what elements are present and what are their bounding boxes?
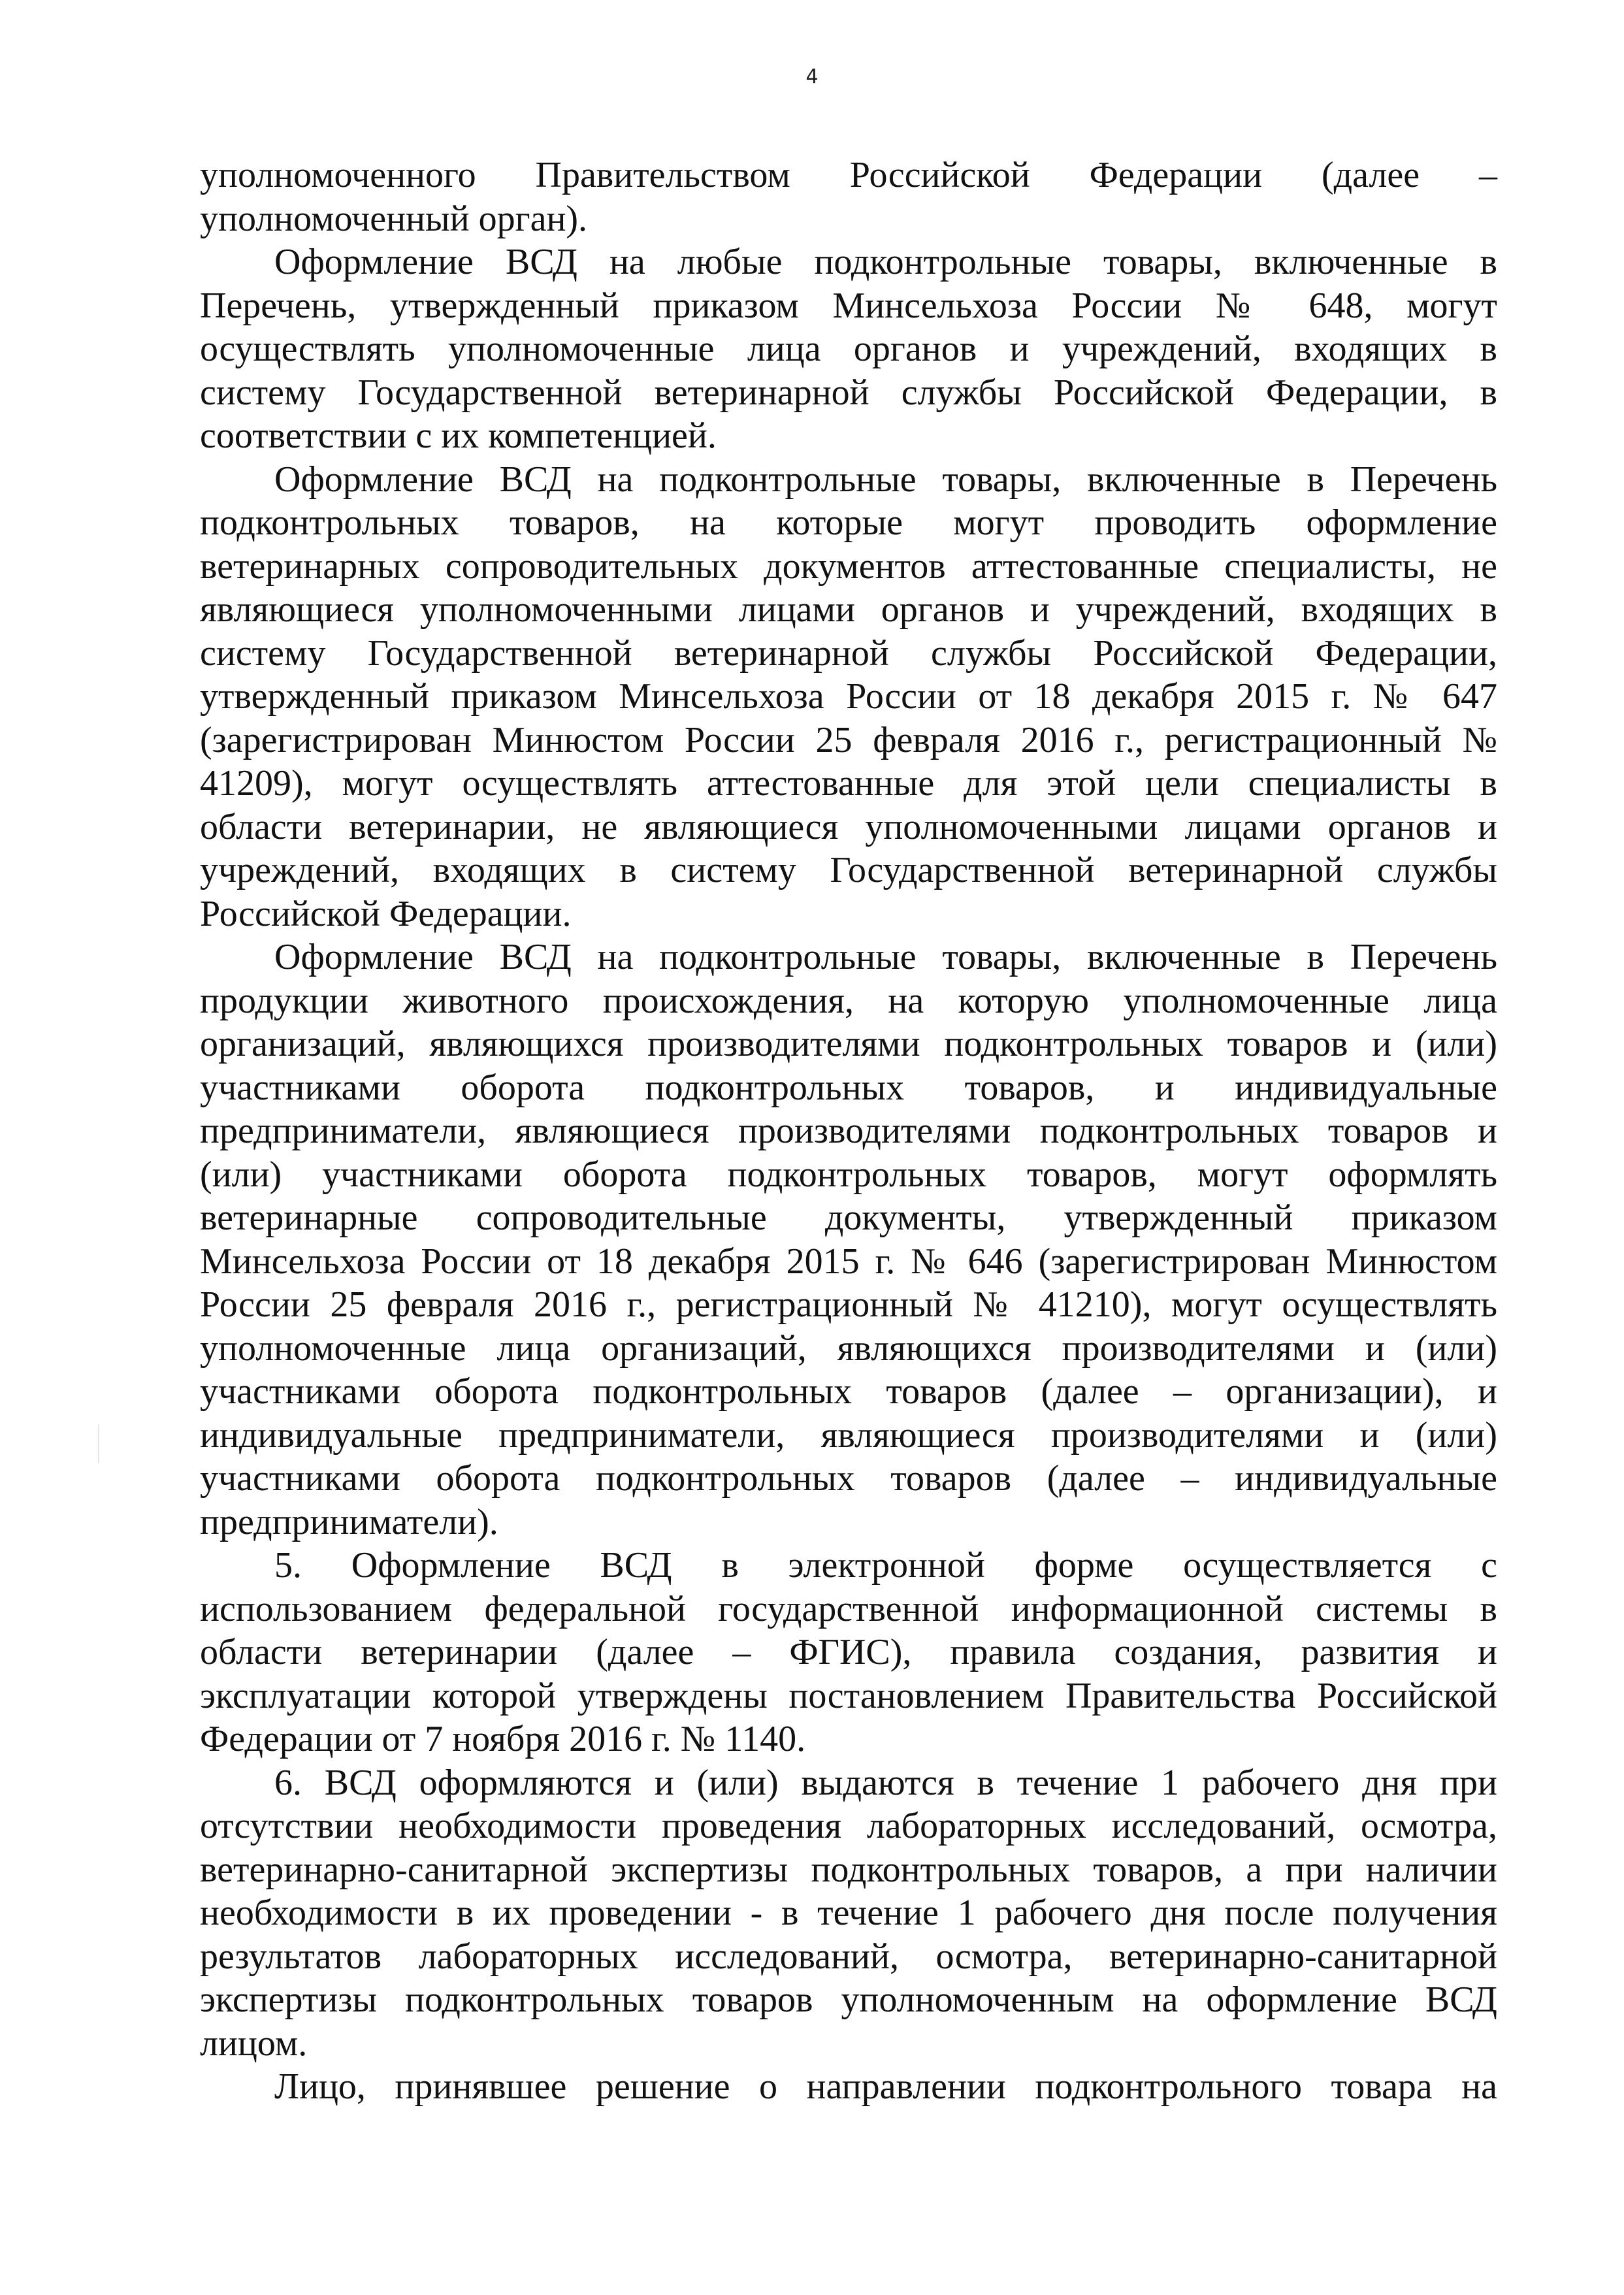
text-line: уполномоченный орган). — [200, 198, 588, 239]
text-line: ветеринарные сопроводительные документы, утвержденный приказом — [200, 1197, 1497, 1238]
text-line: продукции животного происхождения, на которую уполномоченные лица — [200, 980, 1497, 1021]
text-line: Оформление ВСД на любые подконтрольные товары, включенные в — [274, 242, 1497, 282]
page-number: 4 — [805, 65, 819, 88]
paragraph-p0 — [200, 154, 1497, 240]
text-line: осуществлять уполномоченные лица органов и учреждений, входящих в — [200, 329, 1497, 369]
text-line: уполномоченные лица организаций, являющихся производителями и (или) — [200, 1327, 1497, 1369]
paragraph-p4 — [200, 1544, 1497, 1761]
text-line: утвержденный приказом Минсельхоза России от 18 декабря 2015 г. № 647 — [200, 676, 1497, 717]
text-line: индивидуальные предприниматели, являющиеся производителями и (или) — [200, 1414, 1497, 1456]
text-line: Российской Федерации. — [200, 893, 572, 934]
text-line: экспертизы подконтрольных товаров уполномоченным на оформление ВСД — [200, 1979, 1497, 2020]
text-line: использованием федеральной государственной информационной системы в — [200, 1588, 1497, 1629]
text-line: систему Государственной ветеринарной службы Российской Федерации, в — [200, 372, 1497, 413]
text-line: России 25 февраля 2016 г., регистрационный № 41210), могут осуществлять — [200, 1284, 1497, 1325]
text-line: уполномоченного Правительством Российской Федерации (далее – — [200, 155, 1497, 195]
paragraph-p3 — [200, 936, 1497, 1544]
text-line: ветеринарно-санитарной экспертизы подконтрольных товаров, а при наличии — [200, 1849, 1497, 1890]
text-line: участниками оборота подконтрольных товаров, и индивидуальные — [200, 1067, 1497, 1108]
paragraph-p6 — [200, 2065, 1497, 2109]
text-line: 41209), могут осуществлять аттестованные для этой цели специалисты в — [200, 763, 1497, 804]
text-line: Федерации от 7 ноября 2016 г. № 1140. — [200, 1719, 806, 1759]
text-line: Оформление ВСД на подконтрольные товары, включенные в Перечень — [274, 459, 1497, 500]
text-line: подконтрольных товаров, на которые могут проводить оформление — [200, 502, 1497, 543]
text-line: Оформление ВСД на подконтрольные товары, включенные в Перечень — [274, 937, 1497, 977]
text-line: учреждений, входящих в систему Государственной ветеринарной службы — [200, 850, 1497, 890]
text-line: области ветеринарии (далее – ФГИС), правила создания, развития и — [200, 1632, 1497, 1672]
paragraph-p2 — [200, 458, 1497, 936]
scan-artifact — [98, 1424, 99, 1463]
text-line: (или) участниками оборота подконтрольных товаров, могут оформлять — [200, 1154, 1497, 1195]
text-line: области ветеринарии, не являющиеся уполномоченными лицами органов и — [200, 806, 1497, 847]
text-line: участниками оборота подконтрольных товаров (далее – организации), и — [200, 1371, 1497, 1412]
text-line: Минсельхоза России от 18 декабря 2015 г. № 646 (зарегистрирован Минюстом — [200, 1241, 1497, 1282]
document-body — [200, 154, 1497, 2109]
text-line: организаций, являющихся производителями подконтрольных товаров и (или) — [200, 1024, 1497, 1064]
text-line: систему Государственной ветеринарной службы Российской Федерации, — [200, 632, 1497, 674]
text-line: предприниматели). — [200, 1501, 498, 1542]
text-line: 5. Оформление ВСД в электронной форме осуществляется с — [274, 1545, 1497, 1586]
text-line: соответствии с их компетенцией. — [200, 415, 717, 456]
text-line: отсутствии необходимости проведения лабораторных исследований, осмотра, — [200, 1806, 1497, 1846]
text-line: эксплуатации которой утверждены постановлением Правительства Российской — [200, 1675, 1497, 1716]
text-line: 6. ВСД оформляются и (или) выдаются в течение 1 рабочего дня при — [274, 1762, 1497, 1803]
text-line: лицом. — [200, 2023, 308, 2064]
text-line: результатов лабораторных исследований, осмотра, ветеринарно-санитарной — [200, 1936, 1497, 1977]
text-line: необходимости в их проведении - в течение 1 рабочего дня после получения — [200, 1893, 1497, 1933]
text-line: участниками оборота подконтрольных товаров (далее – индивидуальные — [200, 1458, 1497, 1499]
text-line: Перечень, утвержденный приказом Минсельхоза России № 648, могут — [200, 285, 1497, 326]
text-line: являющиеся уполномоченными лицами органов и учреждений, входящих в — [200, 589, 1497, 630]
text-line: ветеринарных сопроводительных документов аттестованные специалисты, не — [200, 545, 1497, 587]
paragraph-p5 — [200, 1761, 1497, 2066]
paragraph-p1 — [200, 240, 1497, 458]
text-line: (зарегистрирован Минюстом России 25 февраля 2016 г., регистрационный № — [200, 719, 1497, 760]
text-line: предприниматели, являющиеся производителями подконтрольных товаров и — [200, 1111, 1497, 1151]
text-line: Лицо, принявшее решение о направлении подконтрольного товара на — [274, 2066, 1497, 2107]
